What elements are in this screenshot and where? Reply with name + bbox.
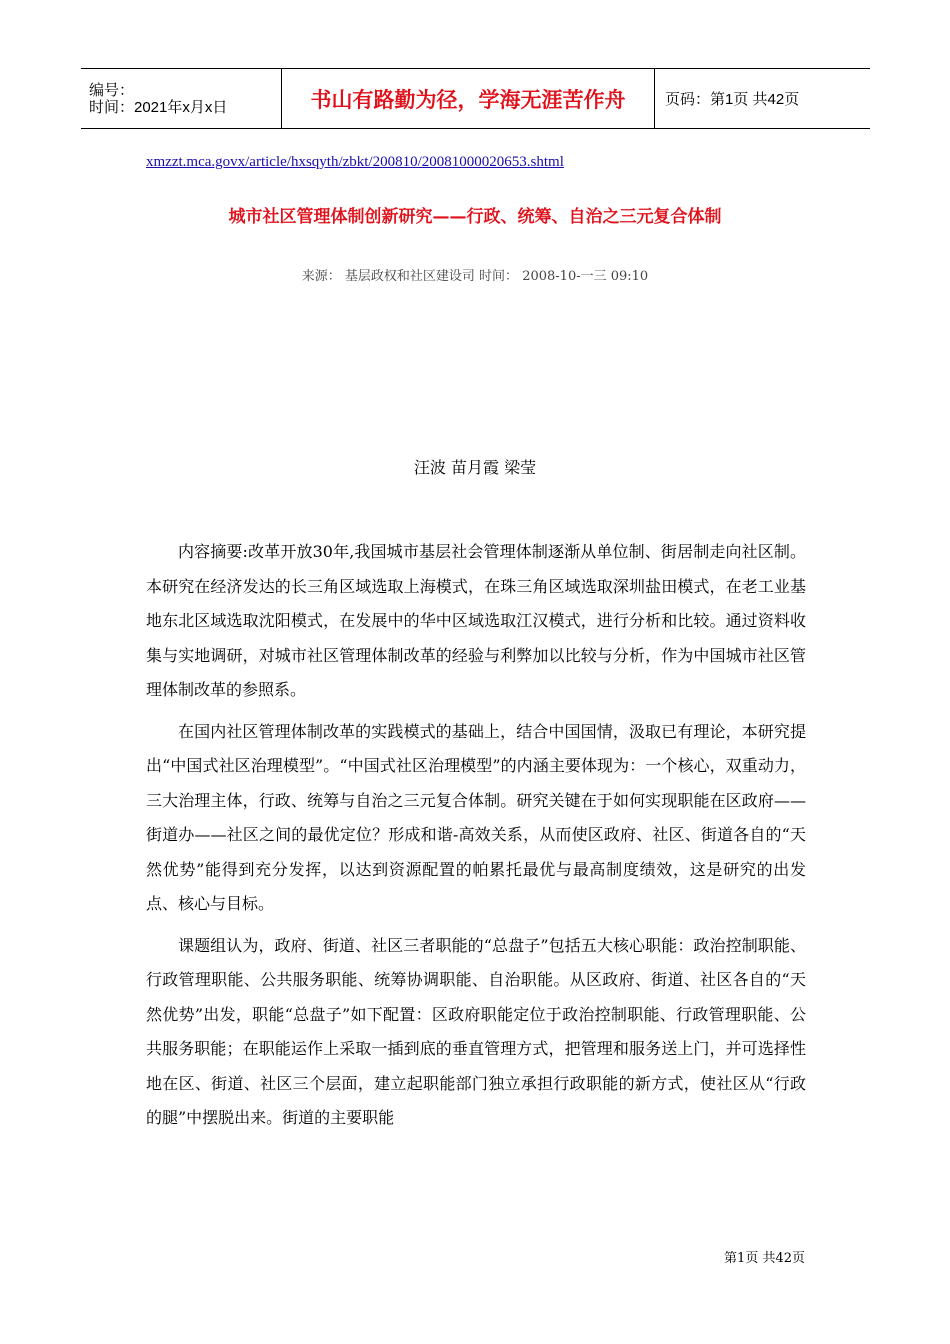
header-page-info: 页码：第1页 共42页: [665, 91, 800, 108]
time-label: 时间：2021年x月x日: [89, 98, 228, 116]
paragraph: 课题组认为，政府、街道、社区三者职能的“总盘子”包括五大核心职能：政治控制职能、行政管理职能、公共服务职能、统筹协调职能、自治职能。从区政府、街道、社区各自的“天然优势”出发，职能“总盘子”如下配置：区政府职能定位于政治控制职能、行政管理职能、公共服务职能；在职能运作上采取一插到底的垂直管理方式，把管理和服务送上门，并可选择性地在区、街道、社区三个层面，建立起职能部门独立承担行政职能的新方式，使社区从“行政的腿”中摆脱出来。街道的主要职能: [146, 935, 806, 1127]
header-page-cell: [655, 69, 870, 128]
number-label: 编号：: [89, 81, 135, 99]
article-authors: 汪波 苗月霞 梁莹: [413, 458, 537, 477]
source-url-link[interactable]: xmzzt.mca.govx/article/hxsqyth/zbkt/200810/20081000020653.shtml: [146, 154, 564, 170]
article-title: 城市社区管理体制创新研究——行政、统筹、自治之三元复合体制: [228, 207, 722, 227]
paragraph: 内容摘要:改革开放30年,我国城市基层社会管理体制逐渐从单位制、街居制走向社区制。本研究在经济发达的长三角区域选取上海模式，在珠三角区域选取深圳盐田模式，在老工业基地东北区域选取沈阳模式，在发展中的华中区域选取江汉模式，进行分析和比较。通过资料收集与实地调研，对城市社区管理体制改革的经验与利弊加以比较与分析，作为中国城市社区管理体制改革的参照系。: [146, 542, 806, 699]
page-footer: 第1页 共42页: [724, 1251, 805, 1266]
header-left-cell: [81, 69, 282, 128]
header-motto-cell: [282, 69, 655, 128]
paragraph: 在国内社区管理体制改革的实践模式的基础上，结合中国国情，汲取已有理论，本研究提出“中国式社区治理模型”。“中国式社区治理模型”的内涵主要体现为：一个核心，双重动力，三大治理主体，行政、统筹与自治之三元复合体制。研究关键在于如何实现职能在区政府——街道办——社区之间的最优定位？形成和谐-高效关系，从而使区政府、社区、街道各自的“天然优势”能得到充分发挥，以达到资源配置的帕累托最优与最高制度绩效，这是研究的出发点、核心与目标。: [146, 721, 806, 913]
article-body: [146, 535, 806, 1143]
motto: 书山有路勤为径，学海无涯苦作舟: [310, 87, 626, 112]
article-meta: 来源： 基层政权和社区建设司 时间： 2008-10-一三 09:10: [301, 269, 649, 284]
document-header: [81, 68, 870, 129]
